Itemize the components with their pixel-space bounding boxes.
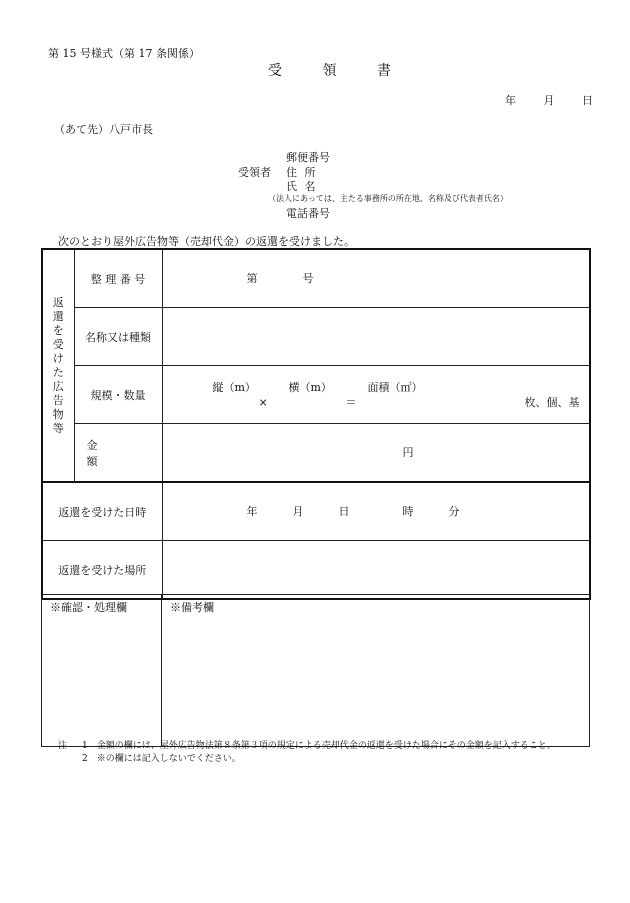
reference-suffix: 号 [302, 272, 314, 285]
name-label: 氏 名 [286, 180, 318, 193]
postal-code-label: 郵便番号 [286, 151, 330, 164]
group-label-char: 還 [52, 309, 64, 323]
amount-label: 金 額 [74, 424, 162, 483]
note-item: 1 金額の欄には、屋外広告物法第８条第３項の規定による売却代金の返還を受けた場合にその金額を記入すること。 [82, 741, 556, 751]
height-label: 縦（m） [212, 381, 256, 394]
amount-unit: 円 [402, 446, 414, 459]
group-label-char: 等 [52, 421, 64, 435]
notes-heading: 注 [58, 741, 68, 751]
group-label-char: 広 [52, 379, 64, 393]
name-or-type-label: 名称又は種類 [74, 308, 162, 366]
minute-label: 分 [448, 505, 460, 518]
group-label-char: た [52, 365, 64, 379]
date-line: 年 月 日 [505, 94, 593, 107]
group-label-char: 返 [52, 295, 64, 309]
remarks-label: ※備考欄 [170, 601, 214, 614]
returned-ad-group-label [42, 249, 74, 482]
returned-items-table [41, 248, 591, 600]
size-quantity-label: 規模・数量 [74, 366, 162, 424]
amount-field[interactable] [162, 424, 590, 483]
address-label: 住 所 [286, 166, 318, 179]
times-sign: × [258, 396, 268, 409]
width-label: 横（m） [288, 381, 332, 394]
quantity-units: 枚、個、基 [524, 396, 580, 409]
name-or-type-field[interactable] [162, 308, 590, 366]
form-number: 第 15 号様式（第 17 条関係） [48, 47, 200, 60]
phone-label: 電話番号 [286, 207, 330, 220]
intro-text: 次のとおり屋外広告物等（売却代金）の返還を受けました。 [58, 235, 355, 248]
reference-number-field[interactable] [162, 249, 590, 308]
remarks-field[interactable] [162, 595, 590, 747]
return-datetime-field[interactable] [162, 482, 590, 541]
reference-prefix: 第 [246, 272, 258, 285]
notes [58, 740, 556, 766]
equals-sign: ＝ [345, 396, 357, 409]
return-place-field[interactable] [162, 541, 590, 600]
confirmation-field[interactable] [42, 595, 162, 747]
addressee: （あて先）八戸市長 [54, 123, 153, 136]
day-label: 日 [338, 505, 350, 518]
confirmation-label: ※確認・処理欄 [50, 601, 127, 614]
month-label: 月 [292, 505, 304, 518]
group-label-char: を [52, 323, 64, 337]
note-item: 2 ※の欄には記入しないでください。 [82, 754, 241, 764]
office-use-table [41, 594, 590, 747]
group-label-char: け [52, 351, 64, 365]
return-datetime-label: 返還を受けた日時 [42, 482, 162, 541]
hour-label: 時 [402, 505, 414, 518]
recipient-role-label: 受領者 [238, 166, 271, 179]
group-label-char: 受 [52, 337, 64, 351]
size-quantity-field[interactable] [162, 366, 590, 424]
reference-number-label: 整 理 番 号 [74, 249, 162, 308]
document-title: 受 領 書 [268, 63, 409, 79]
year-label: 年 [246, 505, 258, 518]
group-label-char: 告 [52, 393, 64, 407]
group-label-char: 物 [52, 407, 64, 421]
area-label: 面積（㎡） [367, 381, 423, 394]
return-place-label: 返還を受けた場所 [42, 541, 162, 600]
corporate-note: （法人にあっては、主たる事務所の所在地、名称及び代表者氏名） [268, 194, 508, 203]
